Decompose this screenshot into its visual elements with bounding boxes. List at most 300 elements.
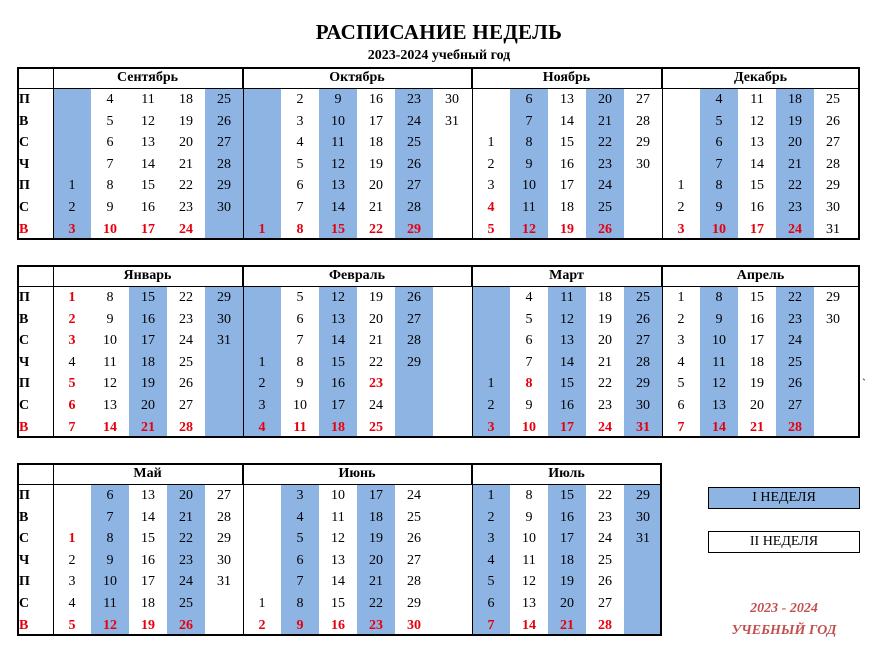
day-cell: 19: [560, 221, 574, 237]
day-cell: 26: [407, 290, 421, 305]
day-cell: 4: [296, 509, 304, 525]
day-cell: 9: [715, 200, 723, 215]
day-cell: 24: [179, 221, 193, 237]
week1-shading: [243, 89, 281, 240]
day-cell: 26: [788, 376, 802, 392]
day-cell: 16: [141, 311, 155, 327]
day-cell: 30: [407, 617, 421, 633]
day-cell: 17: [750, 333, 764, 349]
day-cell: 24: [407, 113, 421, 129]
day-cell: 11: [103, 596, 117, 611]
day-cell: 23: [788, 200, 802, 215]
day-cell: 22: [179, 178, 193, 194]
day-cell: 5: [677, 376, 685, 392]
day-label: Ч: [19, 552, 30, 568]
day-cell: 21: [560, 617, 574, 633]
day-cell: 28: [407, 200, 421, 215]
day-cell: 26: [598, 574, 612, 590]
stray-mark: `: [862, 376, 866, 390]
day-cell: 13: [331, 178, 345, 194]
day-cell: 5: [487, 221, 495, 237]
month-header: Июль: [472, 463, 662, 485]
month-header: Май: [53, 463, 243, 485]
month-divider: [243, 67, 244, 240]
month-header: Февраль: [243, 265, 472, 287]
day-cell: 9: [296, 376, 304, 392]
day-cell: 18: [369, 509, 383, 525]
day-cell: 28: [407, 333, 421, 349]
day-cell: 13: [750, 135, 764, 151]
day-cell: 24: [179, 333, 193, 349]
calendar-block-sep-dec: [17, 67, 860, 240]
day-cell: 18: [560, 552, 574, 568]
page-subtitle: 2023-2024 учебный год: [367, 48, 511, 63]
footer-academic-year: [700, 598, 868, 642]
day-cell: 21: [179, 156, 193, 172]
day-cell: 16: [560, 156, 574, 172]
day-cell: 22: [598, 488, 612, 503]
day-cell: 9: [106, 311, 114, 327]
day-cell: 22: [369, 354, 383, 370]
day-cell: 12: [331, 290, 345, 305]
day-cell: 5: [296, 531, 304, 547]
day-cell: 3: [677, 221, 685, 237]
day-cell: 22: [369, 596, 383, 611]
day-cell: 27: [636, 333, 650, 349]
day-label: В: [19, 311, 29, 327]
day-cell: 3: [487, 531, 495, 547]
day-cell: 8: [106, 531, 114, 547]
day-cell: 7: [68, 419, 76, 435]
day-cell: 16: [331, 376, 345, 392]
day-cell: 20: [369, 311, 383, 327]
day-cell: 5: [68, 376, 76, 392]
day-cell: 15: [560, 135, 574, 151]
month-header: Июнь: [243, 463, 472, 485]
day-label: П: [19, 376, 30, 392]
day-cell: 5: [296, 156, 304, 172]
day-cell: 9: [525, 156, 533, 172]
day-cell: 17: [369, 113, 383, 129]
day-cell: 24: [788, 221, 802, 237]
day-cell: 23: [788, 311, 802, 327]
day-cell: 16: [560, 398, 574, 413]
day-cell: 11: [331, 135, 345, 151]
day-cell: 10: [103, 574, 117, 590]
day-cell: 10: [522, 419, 536, 435]
day-cell: 3: [68, 574, 76, 590]
day-cell: 14: [750, 156, 764, 172]
day-cell: 14: [560, 113, 574, 129]
day-cell: 7: [106, 509, 114, 525]
day-cell: 5: [106, 113, 114, 129]
day-cell: 11: [750, 92, 764, 107]
day-cell: 3: [68, 221, 76, 237]
day-cell: 25: [636, 290, 650, 305]
day-cell: 27: [636, 92, 650, 107]
day-cell: 1: [68, 290, 76, 305]
day-cell: 4: [715, 92, 723, 107]
day-cell: 19: [141, 617, 155, 633]
day-cell: 8: [525, 135, 533, 151]
day-cell: 9: [106, 200, 114, 215]
day-cell: 18: [750, 354, 764, 370]
day-cell: 27: [217, 488, 231, 503]
day-cell: 16: [331, 617, 345, 633]
day-cell: 25: [407, 135, 421, 151]
day-cell: 1: [68, 531, 76, 547]
day-cell: 4: [677, 354, 685, 370]
day-cell: 5: [487, 574, 495, 590]
day-cell: 3: [296, 113, 304, 129]
day-cell: 16: [560, 509, 574, 525]
day-cell: 11: [560, 290, 574, 305]
day-cell: 20: [141, 398, 155, 413]
day-cell: 8: [715, 178, 723, 194]
day-cell: 14: [141, 156, 155, 172]
day-cell: 19: [369, 531, 383, 547]
day-cell: 12: [141, 113, 155, 129]
day-cell: 24: [598, 531, 612, 547]
day-label: П: [19, 488, 30, 503]
day-cell: 8: [525, 488, 533, 503]
day-cell: 13: [560, 92, 574, 107]
day-label: П: [19, 178, 30, 194]
day-cell: 11: [103, 354, 117, 370]
day-cell: 31: [445, 113, 459, 129]
day-cell: 4: [487, 552, 495, 568]
day-cell: 25: [179, 354, 193, 370]
day-cell: 23: [179, 552, 193, 568]
day-cell: 11: [141, 92, 155, 107]
day-cell: 10: [331, 488, 345, 503]
day-cell: 23: [179, 200, 193, 215]
calendar-block-jan-apr: [17, 265, 860, 438]
day-cell: 5: [715, 113, 723, 129]
day-cell: 1: [68, 178, 76, 194]
day-cell: 8: [106, 178, 114, 194]
day-cell: 29: [636, 488, 650, 503]
day-cell: 6: [525, 92, 533, 107]
day-label: С: [19, 596, 30, 611]
day-cell: 7: [525, 354, 533, 370]
day-cell: 10: [103, 221, 117, 237]
day-cell: 15: [331, 596, 345, 611]
day-cell: 29: [826, 290, 840, 305]
day-label: П: [19, 574, 30, 590]
day-label: С: [19, 200, 30, 215]
day-cell: 1: [677, 178, 685, 194]
day-cell: 30: [217, 200, 231, 215]
day-cell: 1: [258, 221, 266, 237]
day-cell: 24: [369, 398, 383, 413]
day-cell: 21: [598, 354, 612, 370]
day-cell: 25: [369, 419, 383, 435]
day-cell: 26: [826, 113, 840, 129]
day-cell: 12: [522, 574, 536, 590]
day-cell: 30: [217, 311, 231, 327]
day-cell: 17: [141, 221, 155, 237]
day-cell: 23: [407, 92, 421, 107]
day-cell: 28: [636, 113, 650, 129]
day-cell: 18: [331, 419, 345, 435]
day-cell: 18: [141, 354, 155, 370]
day-cell: 19: [141, 376, 155, 392]
day-cell: 24: [788, 333, 802, 349]
day-label: С: [19, 333, 30, 349]
day-cell: 26: [407, 531, 421, 547]
day-cell: 28: [217, 156, 231, 172]
day-cell: 27: [598, 596, 612, 611]
day-cell: 15: [331, 221, 345, 237]
day-cell: 19: [369, 290, 383, 305]
month-header: Сентябрь: [53, 67, 243, 89]
day-cell: 21: [369, 574, 383, 590]
day-cell: 4: [525, 290, 533, 305]
calendar-block-may-jul: [17, 463, 662, 636]
day-cell: 2: [677, 311, 685, 327]
day-cell: 22: [369, 221, 383, 237]
day-cell: 12: [712, 376, 726, 392]
day-cell: 2: [296, 92, 304, 107]
day-cell: 6: [106, 488, 114, 503]
day-cell: 2: [68, 311, 76, 327]
day-cell: 1: [258, 596, 266, 611]
day-cell: 4: [68, 596, 76, 611]
day-cell: 29: [826, 178, 840, 194]
day-cell: 25: [598, 552, 612, 568]
day-cell: 5: [68, 617, 76, 633]
day-cell: 3: [677, 333, 685, 349]
day-cell: 30: [826, 200, 840, 215]
day-cell: 29: [636, 135, 650, 151]
day-cell: 25: [179, 596, 193, 611]
day-cell: 31: [636, 531, 650, 547]
day-cell: 17: [369, 488, 383, 503]
day-cell: 22: [179, 290, 193, 305]
day-cell: 22: [179, 531, 193, 547]
month-header: Апрель: [662, 265, 860, 287]
day-cell: 28: [217, 509, 231, 525]
day-cell: 9: [106, 552, 114, 568]
day-cell: 3: [258, 398, 266, 413]
day-cell: 6: [68, 398, 76, 413]
day-cell: 10: [712, 221, 726, 237]
day-cell: 31: [636, 419, 650, 435]
day-cell: 20: [369, 178, 383, 194]
day-cell: 2: [68, 200, 76, 215]
day-cell: 6: [677, 398, 685, 413]
day-cell: 28: [636, 354, 650, 370]
day-cell: 1: [487, 376, 495, 392]
day-cell: 6: [487, 596, 495, 611]
day-cell: 23: [179, 311, 193, 327]
day-cell: 2: [68, 552, 76, 568]
day-cell: 12: [103, 376, 117, 392]
day-cell: 2: [258, 376, 266, 392]
day-cell: 29: [407, 354, 421, 370]
day-cell: 12: [560, 311, 574, 327]
day-cell: 10: [103, 333, 117, 349]
day-cell: 13: [141, 488, 155, 503]
day-cell: 13: [103, 398, 117, 413]
day-cell: 9: [334, 92, 342, 107]
day-cell: 16: [750, 200, 764, 215]
day-cell: 21: [788, 156, 802, 172]
day-label: В: [19, 113, 29, 129]
day-cell: 30: [636, 156, 650, 172]
day-cell: 25: [826, 92, 840, 107]
day-cell: 10: [293, 398, 307, 413]
day-cell: 8: [525, 376, 533, 392]
day-cell: 18: [788, 92, 802, 107]
day-cell: 13: [560, 333, 574, 349]
day-label: В: [19, 509, 29, 525]
day-cell: 14: [331, 333, 345, 349]
month-header: Декабрь: [662, 67, 860, 89]
day-label: В: [19, 221, 29, 237]
day-cell: 9: [715, 311, 723, 327]
day-label: В: [19, 617, 29, 633]
day-cell: 13: [331, 552, 345, 568]
day-cell: 17: [141, 574, 155, 590]
day-cell: 15: [750, 178, 764, 194]
day-cell: 7: [525, 113, 533, 129]
day-cell: 31: [826, 221, 840, 237]
day-cell: 8: [296, 596, 304, 611]
day-cell: 14: [331, 574, 345, 590]
day-cell: 7: [106, 156, 114, 172]
day-cell: 31: [217, 333, 231, 349]
day-cell: 25: [598, 200, 612, 215]
day-cell: 6: [715, 135, 723, 151]
day-cell: 9: [525, 398, 533, 413]
day-cell: 8: [296, 354, 304, 370]
day-cell: 11: [522, 552, 536, 568]
day-cell: 23: [598, 156, 612, 172]
day-cell: 19: [750, 376, 764, 392]
day-cell: 27: [407, 552, 421, 568]
day-cell: 2: [487, 156, 495, 172]
day-cell: 27: [407, 178, 421, 194]
day-cell: 5: [296, 290, 304, 305]
day-cell: 6: [296, 178, 304, 194]
day-cell: 21: [598, 113, 612, 129]
day-cell: 10: [522, 178, 536, 194]
day-cell: 3: [487, 178, 495, 194]
day-cell: 23: [598, 509, 612, 525]
day-cell: 15: [141, 290, 155, 305]
day-label: С: [19, 135, 30, 151]
month-header: Январь: [53, 265, 243, 287]
footer-label: УЧЕБНЫЙ ГОД: [731, 623, 837, 638]
day-cell: 2: [487, 509, 495, 525]
day-cell: 7: [715, 156, 723, 172]
day-cell: 4: [296, 135, 304, 151]
day-cell: 4: [106, 92, 114, 107]
day-cell: 29: [217, 531, 231, 547]
day-cell: 24: [179, 574, 193, 590]
page-title: РАСПИСАНИЕ НЕДЕЛЬ: [315, 20, 563, 44]
day-cell: 17: [560, 178, 574, 194]
day-cell: 20: [750, 398, 764, 413]
day-cell: 11: [293, 419, 307, 435]
day-cell: 7: [296, 200, 304, 215]
day-cell: 9: [525, 509, 533, 525]
month-header: Октябрь: [243, 67, 472, 89]
day-cell: 17: [141, 333, 155, 349]
day-cell: 27: [407, 311, 421, 327]
day-cell: 28: [179, 419, 193, 435]
day-cell: 14: [141, 509, 155, 525]
day-cell: 26: [179, 376, 193, 392]
day-label: Ч: [19, 354, 30, 370]
day-cell: 13: [712, 398, 726, 413]
day-cell: 29: [217, 290, 231, 305]
day-cell: 19: [788, 113, 802, 129]
day-cell: 18: [598, 290, 612, 305]
day-cell: 16: [750, 311, 764, 327]
day-cell: 8: [715, 290, 723, 305]
day-cell: 27: [217, 135, 231, 151]
day-cell: 7: [677, 419, 685, 435]
day-cell: 1: [487, 488, 495, 503]
day-cell: 6: [525, 333, 533, 349]
day-cell: 20: [598, 92, 612, 107]
day-cell: 23: [369, 617, 383, 633]
day-cell: 23: [369, 376, 383, 392]
month-header: Ноябрь: [472, 67, 662, 89]
day-cell: 19: [598, 311, 612, 327]
day-cell: 3: [296, 488, 304, 503]
day-cell: 15: [560, 488, 574, 503]
day-cell: 7: [296, 574, 304, 590]
footer-year: 2023 - 2024: [750, 601, 818, 616]
day-cell: 13: [141, 135, 155, 151]
day-cell: 1: [487, 135, 495, 151]
day-cell: 4: [68, 354, 76, 370]
day-cell: 14: [103, 419, 117, 435]
day-cell: 17: [560, 531, 574, 547]
day-cell: 29: [636, 376, 650, 392]
day-cell: 15: [331, 354, 345, 370]
legend-week2: II НЕДЕЛЯ: [708, 531, 860, 553]
day-cell: 12: [331, 156, 345, 172]
day-cell: 17: [560, 419, 574, 435]
day-cell: 28: [407, 574, 421, 590]
header-underline: [17, 484, 662, 485]
day-cell: 3: [487, 419, 495, 435]
day-cell: 15: [560, 376, 574, 392]
day-cell: 21: [179, 509, 193, 525]
day-cell: 20: [788, 135, 802, 151]
day-cell: 12: [103, 617, 117, 633]
day-cell: 15: [141, 531, 155, 547]
day-cell: 3: [68, 333, 76, 349]
day-cell: 30: [217, 552, 231, 568]
day-cell: 18: [141, 596, 155, 611]
day-label: Ч: [19, 156, 30, 172]
day-cell: 25: [407, 509, 421, 525]
day-cell: 2: [677, 200, 685, 215]
day-cell: 13: [522, 596, 536, 611]
day-cell: 6: [296, 311, 304, 327]
header-underline: [17, 286, 860, 287]
day-cell: 16: [141, 200, 155, 215]
day-cell: 7: [487, 617, 495, 633]
day-cell: 28: [598, 617, 612, 633]
day-label: В: [19, 419, 29, 435]
